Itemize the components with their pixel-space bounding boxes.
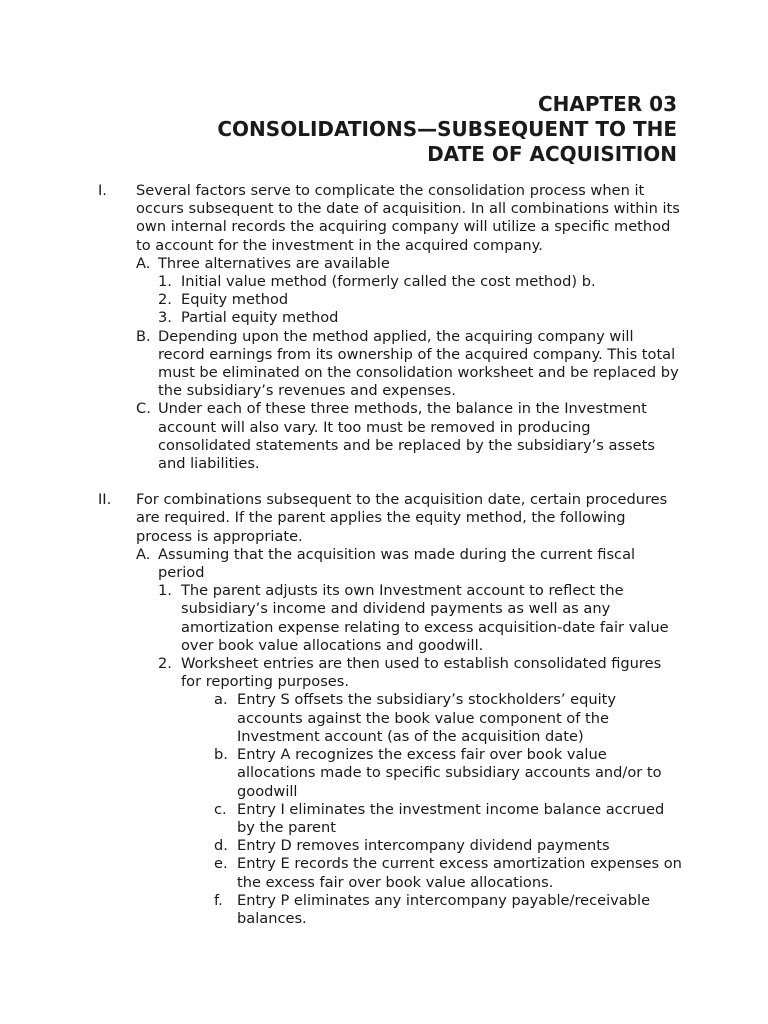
entry-label: f. (214, 891, 223, 909)
list-item (0, 273, 768, 291)
entry-text: Entry D removes intercompany dividend payments (237, 837, 610, 855)
entry-item (0, 691, 768, 746)
list-item-text: Worksheet entries are then used to establish consolidated figures for reporting purposes. (181, 655, 662, 691)
list-item (0, 582, 768, 655)
list-item-label: 3. (158, 309, 172, 327)
list-item-text: Initial value method (formerly called the cost method) b. (181, 273, 596, 291)
entry-label: d. (214, 837, 228, 855)
section-label: I. (98, 182, 107, 199)
list-item-label: 2. (158, 291, 172, 309)
chapter-title-line-1: CONSOLIDATIONS—SUBSEQUENT TO THE (217, 117, 677, 141)
section-label: II. (98, 491, 112, 509)
entry-item (0, 892, 768, 928)
subsection-text: Under each of these three methods, the balance in the Investment account will also vary. It too must be removed in producing consolidated statements and be replaced by the subsidiary’s assets and liabilities. (158, 400, 655, 473)
list-item (0, 291, 768, 309)
entry-item (0, 855, 768, 891)
subsection-text: Three alternatives are available (158, 254, 390, 272)
entry-text: Entry E records the current excess amortization expenses on the excess fair over book value allocations. (237, 855, 682, 891)
entry-item (0, 801, 768, 837)
entry-label: b. (214, 746, 228, 764)
entry-text: Entry P eliminates any intercompany payable/receivable balances. (237, 891, 651, 927)
entry-label: a. (214, 691, 228, 709)
section-i (0, 182, 768, 473)
entry-text: Entry A recognizes the excess fair over book value allocations made to specific subsidiary accounts and/or to goodwill (237, 746, 662, 800)
chapter-title-line-2: DATE OF ACQUISITION (427, 142, 677, 166)
section-text: For combinations subsequent to the acquisition date, certain procedures are required. If the parent applies the equity method, the following process is appropriate. (136, 491, 668, 545)
subsection-text: Depending upon the method applied, the acquiring company will record earnings from its ownership of the acquired company. This total must be eliminated on the consolidation worksheet and be replaced by the subsidiary’s revenues and expenses. (158, 327, 679, 400)
list-item-text: Equity method (181, 291, 289, 309)
subsection-label: A. (136, 545, 151, 563)
subsection-label: A. (136, 254, 151, 272)
subsection-label: C. (136, 400, 151, 418)
subsection-a (0, 255, 768, 328)
entry-item (0, 837, 768, 855)
entry-label: c. (214, 800, 227, 818)
list-item-text: Partial equity method (181, 309, 339, 327)
subsection-text: Assuming that the acquisition was made during the current fiscal period (158, 545, 636, 582)
list-item-text: The parent adjusts its own Investment account to reflect the subsidiary’s income and dividend payments as well as any amortization expense relating to excess acquisition-date fair value over book value allocations and goodwill. (181, 582, 669, 654)
list-item-label: 1. (158, 273, 172, 291)
section-ii (0, 491, 768, 928)
entry-item (0, 746, 768, 801)
subsection-a (0, 546, 768, 928)
outline-body (0, 182, 768, 928)
entry-label: e. (214, 855, 228, 873)
list-item (0, 309, 768, 327)
list-item (0, 655, 768, 928)
chapter-header (217, 92, 677, 167)
subsection-label: B. (136, 327, 151, 345)
list-item-label: 2. (158, 655, 172, 673)
section-text: Several factors serve to complicate the consolidation process when it occurs subsequent to the date of acquisition. In all combinations within its own internal records the acquiring company will utilize a specific method to account for the investment in the acquired company. (136, 182, 680, 254)
list-item-label: 1. (158, 582, 172, 600)
subsection-b (0, 328, 768, 401)
subsection-c (0, 400, 768, 473)
chapter-number: CHAPTER 03 (537, 92, 677, 116)
entry-text: Entry I eliminates the investment income balance accrued by the parent (237, 800, 665, 836)
entry-text: Entry S offsets the subsidiary’s stockholders’ equity accounts against the book value component of the Investment account (as of the acquisition date) (237, 691, 617, 745)
